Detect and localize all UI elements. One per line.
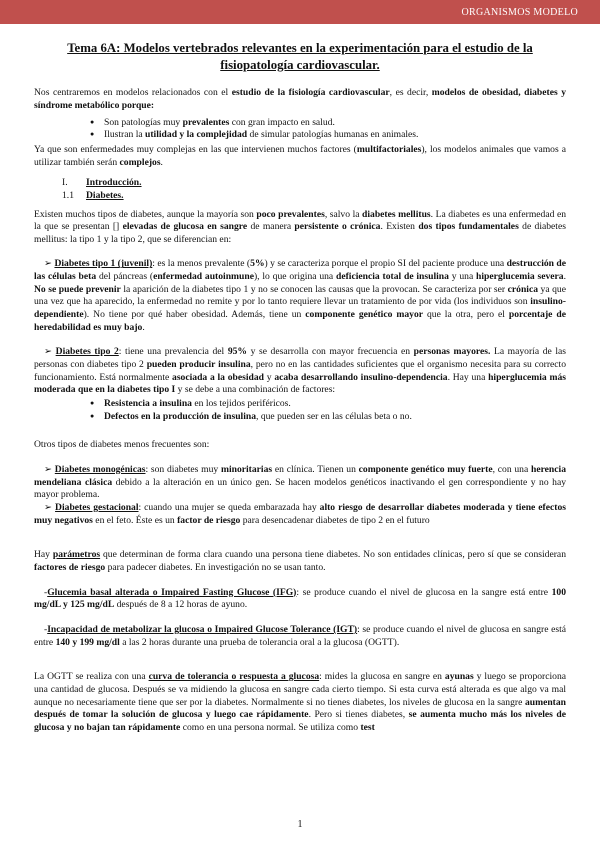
other-types-paragraph: Otros tipos de diabetes menos frecuentes son:: [34, 439, 210, 451]
list-item: ● Ilustran la utilidad y la complejidad de simular patologías humanas en animales.: [104, 129, 566, 142]
subsection-title: Diabetes.: [86, 189, 124, 201]
ifg-paragraph: -Glucemia basal alterada o Impaired Fasting Glucose (IFG): se produce cuando el nivel de glucosa en la sangre está entre 100 mg/dL y 125 mg/dL después de 8 a 12 horas de ayuno.: [34, 586, 566, 611]
header-label: ORGANISMOS MODELO: [461, 7, 578, 18]
gestational-paragraph: ➢ Diabetes gestacional: cuando una mujer se queda embarazada hay alto riesgo de desarrollar diabetes moderada y tiene efectos muy negativos en el feto. Éste es un factor de riesgo para desencadenar diabetes de tipo 2 en el futuro: [34, 501, 566, 526]
parameters-paragraph: Hay parámetros que determinan de forma clara cuando una persona tiene diabetes. No son entidades clínicas, pero sí que se consideran factores de riesgo para padecer diabetes. En investigación no se usan tanto.: [34, 549, 566, 573]
intro-paragraph-2: Ya que son enfermedades muy complejas en las que intervienen muchos factores (multifactoriales), los modelos animales que vamos a utilizar también serán complejos.: [34, 143, 566, 168]
section-title: Introducción.: [86, 177, 142, 189]
section-heading: I. Introducción. 1.1 Diabetes.: [62, 177, 142, 201]
arrow-icon: ➢: [44, 258, 55, 270]
intro-bullet-list: [34, 117, 566, 142]
diabetes-type1-paragraph: ➢ Diabetes tipo 1 (juvenil): es la menos prevalente (5%) y se caracteriza porque el propio SI del paciente produce una destrucción de las células beta del páncreas (enfermedad autoinmune), lo que origina una deficiencia total de insulina y una hiperglucemia severa. No se puede prevenir la aparición de la diabetes tipo 1 y no se conocen las causas que la provocan. Se caracteriza por ser crónica ya que una vez que ha aparecido, la enfermedad no remite y por lo tanto requiere llevar un tratamiento de por vida (los individuos son insulino-dependiente). No tiene por qué haber obesidad. Además, tiene un componente genético mayor que la otra, pero el porcentaje de heredabilidad es muy bajo.: [34, 258, 566, 333]
list-item: ● Resistencia a insulina en los tejidos periféricos.: [104, 398, 566, 411]
arrow-icon: ➢: [44, 501, 56, 513]
document-title: Tema 6A: Modelos vertebrados relevantes en la experimentación para el estudio de la fisiopatología cardiovascular.: [67, 41, 533, 72]
arrow-icon: ➢: [44, 346, 56, 358]
list-item: ● Defectos en la producción de insulina, que pueden ser en las células beta o no.: [104, 411, 566, 424]
type2-factor-list: [34, 398, 566, 423]
arrow-icon: ➢: [44, 464, 55, 475]
intro-paragraph: Nos centraremos en modelos relacionados con el estudio de la fisiología cardiovascular, es decir, modelos de obesidad, diabetes y síndrome metabólico porque:: [34, 87, 566, 111]
list-item: ● Son patologías muy prevalentes con gran impacto en salud.: [104, 117, 566, 130]
igt-paragraph: -Incapacidad de metabolizar la glucosa o Impaired Glucose Tolerance (IGT): se produce cuando el nivel de glucosa en sangre está entre 140 y 199 mg/dl a las 2 horas durante una prueba de tolerancia oral a la glucosa (OGTT).: [34, 623, 566, 648]
document-body: [34, 40, 566, 735]
diabetes-paragraph: Existen muchos tipos de diabetes, aunque la mayoría son poco prevalentes, salvo la diabetes mellitus. La diabetes es una enfermedad en la que se presentan [] elevadas de glucosa en sangre de manera persistente o crónica. Existen dos tipos fundamentales de diabetes mellitus: la tipo 1 y la tipo 2, que se diferencian en:: [34, 208, 566, 245]
diabetes-type2-paragraph: ➢ Diabetes tipo 2: tiene una prevalencia del 95% y se desarrolla con mayor frecuencia en personas mayores. La mayoría de las personas con diabetes tipo 2 pueden producir insulina, pero no en las cantidades suficientes que el organismo necesita para su correcto funcionamiento. Está normalmente asociada a la obesidad y acaba desarrollando insulino-dependencia. Hay una hiperglucemia más moderada que en la diabetes tipo I y se debe a una combinación de factores:: [34, 346, 567, 396]
page-number: 1: [297, 819, 303, 830]
header-bar: [0, 0, 600, 24]
monogenic-paragraph: ➢ Diabetes monogénicas: son diabetes muy minoritarias en clínica. Tienen un componente genético muy fuerte, con una herencia mendeliana clásica debido a la alteración en un único gen. Se hacen modelos genéticos inactivando el gen correspondiente y no hay mayor problema.: [34, 464, 567, 501]
ogtt-paragraph: La OGTT se realiza con una curva de tolerancia o respuesta a glucosa: mides la glucosa en sangre en ayunas y luego se proporciona una cantidad de glucosa. Después se va midiendo la glucosa en sangre cada cierto tiempo. Si esta curva está alterada es que algo va mal aunque no necesariamente tiene que ser por la diabetes. Normalmente si no tienes diabetes, los niveles de glucosa en la sangre aumentan después de tomar la solución de glucosa y luego cae rápidamente. Pero si tienes diabetes, se aumenta mucho más los niveles de glucosa y no bajan tan rápidamente como en una persona normal. Se utiliza como test: [34, 671, 567, 733]
